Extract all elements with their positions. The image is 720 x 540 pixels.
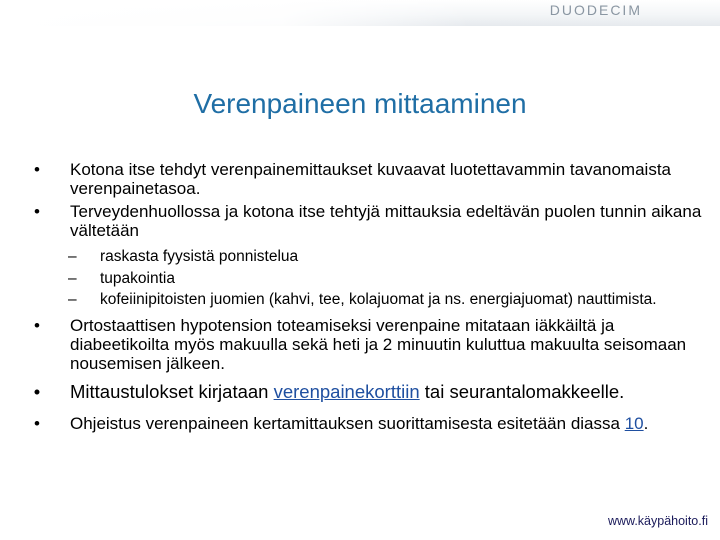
bullet-text-before: Mittaustulokset kirjataan (70, 380, 274, 402)
dash-marker: – (68, 291, 77, 308)
bullet-marker: • (34, 315, 40, 335)
bullet-item-1 (30, 160, 710, 198)
slide-title: Verenpaineen mittaaminen (193, 88, 527, 119)
bullet-text: Kotona itse tehdyt verenpainemittaukset kuvaavat luotettavammin tavanomaista verenpainetasoa. (70, 160, 672, 198)
dash-marker: – (68, 269, 77, 287)
bullet-item-4 (30, 381, 710, 402)
footer-url: www.käypähoito.fi (607, 514, 708, 528)
sub-item-text: raskasta fyysistä ponnistelua (100, 248, 299, 265)
bullet-text: Terveydenhuollossa ja kotona itse tehtyjä mittauksia edeltävän puolen tunnin aikana vältetään (70, 202, 702, 240)
bullet-marker: • (34, 160, 40, 179)
sub-item-2 (30, 270, 710, 289)
slide-10-link[interactable]: 10 (624, 413, 644, 433)
header-fade (0, 0, 470, 26)
bullet-text-before: Ohjeistus verenpaineen kertamittauksen suorittamisesta esitetään diassa (70, 413, 625, 433)
sub-item-3 (30, 291, 710, 310)
sub-item-text: kofeiinipitoisten juomien (kahvi, tee, kolajuomat ja ns. energiajuomat) nauttimista. (100, 291, 657, 308)
bullet-item-2 (30, 202, 710, 240)
verenpainekortti-link[interactable]: verenpainekorttiin (273, 380, 420, 402)
slide-content (30, 160, 710, 433)
bullet-marker: • (34, 413, 40, 433)
duodecim-logo: DUODECIM (549, 2, 642, 18)
dash-marker: – (68, 248, 77, 265)
sub-item-text: tupakointia (100, 269, 175, 287)
bullet-text-after: . (643, 413, 649, 433)
bullet-marker: • (34, 202, 40, 221)
bullet-text: Ortostaattisen hypotension toteamiseksi verenpaine mitataan iäkkäiltä ja diabeetikoilta myös makuulla sekä heti ja 2 minuutin kuluttua makuulta seisomaan nousemisen jälkeen. (70, 315, 687, 373)
bullet-marker: • (33, 380, 41, 402)
bullet-item-3 (30, 316, 710, 373)
sub-item-1 (30, 248, 710, 267)
bullet-text-after: tai seurantalomakkeelle. (419, 380, 625, 402)
bullet-item-5 (30, 414, 710, 433)
